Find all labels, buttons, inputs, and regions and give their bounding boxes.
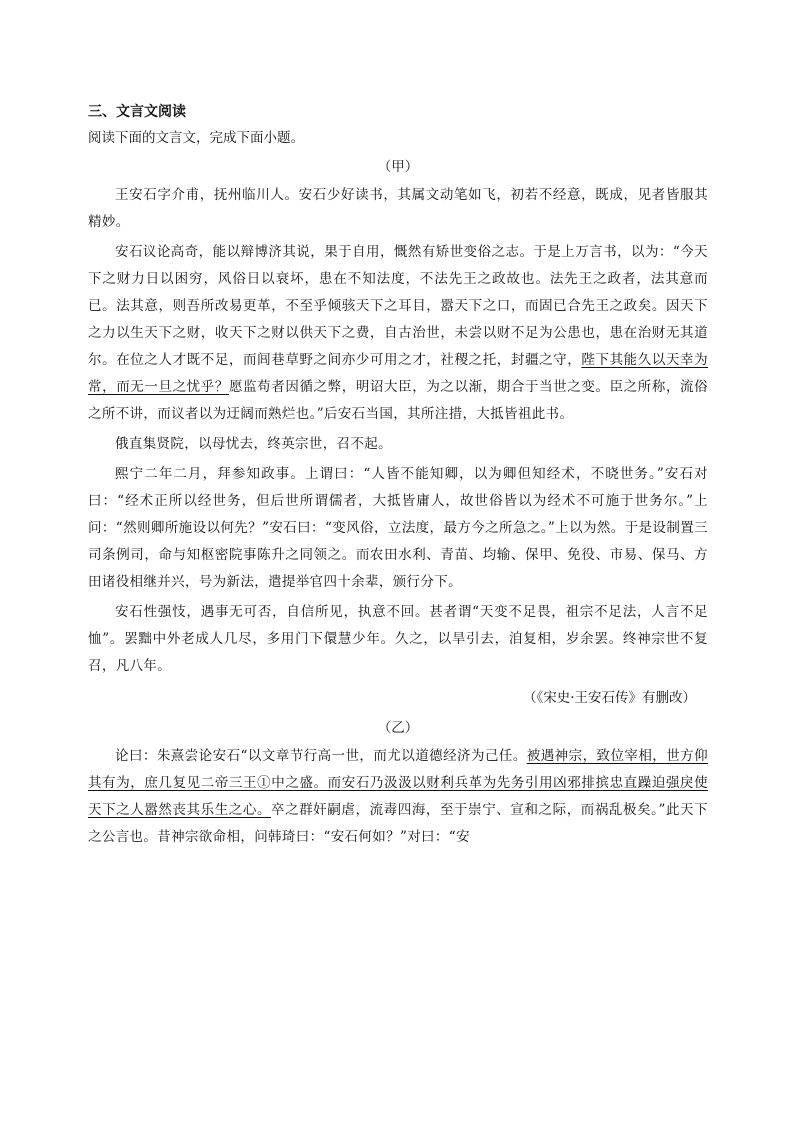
- part-a-paragraph-4: 熙宁二年二月，拜参知政事。上谓曰：“人皆不能知卿，以为卿但知经术，不晓世务。”安石对曰：“经术正所以经世务，但后世所谓儒者，大抵皆庸人，故世俗皆以为经术不可施于世务尔。”上问：“然则卿所施设以何先？”安石曰：“变风俗，立法度，最方今之所急之。”上以为然。于是设制置三司条例司，命与知枢密院事陈升之同领之。而农田水利、青苗、均输、保甲、免役、市易、保马、方田诸役相继并兴，号为新法，遣提举官四十余辈，颁行分下。: [88, 466, 708, 590]
- underlined-sentence: 陛下其能久以天幸为常，而无一旦之忧乎？: [88, 352, 708, 395]
- section-title: 三、文言文阅读: [88, 104, 186, 120]
- paragraph-text: 论曰：朱熹尝论安石“以文章节行高一世，而尤以道德经济为己任。: [115, 748, 527, 764]
- part-a-label: （甲）: [377, 159, 419, 175]
- instruction-text: 阅读下面的文言文，完成下面小题。: [88, 130, 304, 146]
- paragraph-text: 卒之群奸嗣虐，流毒四海，至于崇宁、宣和之际，而祸乱极矣。”此天下之公言也。昔神宗欲命相，问韩琦曰：“安石何如？”对曰：“安: [88, 802, 708, 845]
- source-citation: （《宋史·王安石传》有删改）: [522, 690, 696, 706]
- underlined-passage: 被遇神宗，致位宰相，世方仰其有为，庶几复见二帝三王①中之盛。而安石乃汲汲以财利兵革为先务引用凶邪排摈忠直躁迫强戾使天下之人嚣然丧其乐生之心。: [88, 748, 708, 818]
- part-a-paragraph-5: 安石性强忮，遇事无可否，自信所见，执意不回。甚者谓“天变不足畏，祖宗不足法，人言不足恤”。罢黜中外老成人几尽，多用门下儇慧少年。久之，以旱引去，洎复相，岁余罢。终神宗世不复召，凡八年。: [88, 604, 708, 674]
- paragraph-text: 安石议论高奇，能以辩博济其说，果于自用，慨然有矫世变俗之志。于是上万言书，以为：“今天下之财力日以困穷，风俗日以衰坏，患在不知法度，不法先王之政故也。法先王之政者，法其意而已。法其意，则吾所改易更革，不至乎倾骇天下之耳目，嚣天下之口，而固已合先王之政矣。因天下之力以生天下之财，收天下之财以供天下之费，自古治世，未尝以财不足为公患也，患在治财无其道尔。在位之人才既不足，而闾巷草野之间亦少可用之才，社稷之托，封疆之守，: [88, 244, 708, 368]
- part-a-paragraph-1: 王安石字介甫，抚州临川人。安石少好读书，其属文动笔如飞，初若不经意，既成，见者皆服其精妙。: [88, 187, 708, 230]
- part-b-label: （乙）: [377, 720, 419, 736]
- part-a-paragraph-3: 俄直集贤院，以母忧去，终英宗世，召不起。: [115, 436, 392, 452]
- part-b-paragraph-1: [88, 743, 708, 851]
- document-content: [88, 100, 708, 854]
- paragraph-text: 愿监苟者因循之弊，明诏大臣，为之以渐，期合于当世之变。臣之所称，流俗之所不讲，而议者以为迂阔而熟烂也。”后安石当国，其所注措，大抵皆祖此书。: [88, 379, 708, 422]
- part-a-paragraph-2: [88, 239, 708, 428]
